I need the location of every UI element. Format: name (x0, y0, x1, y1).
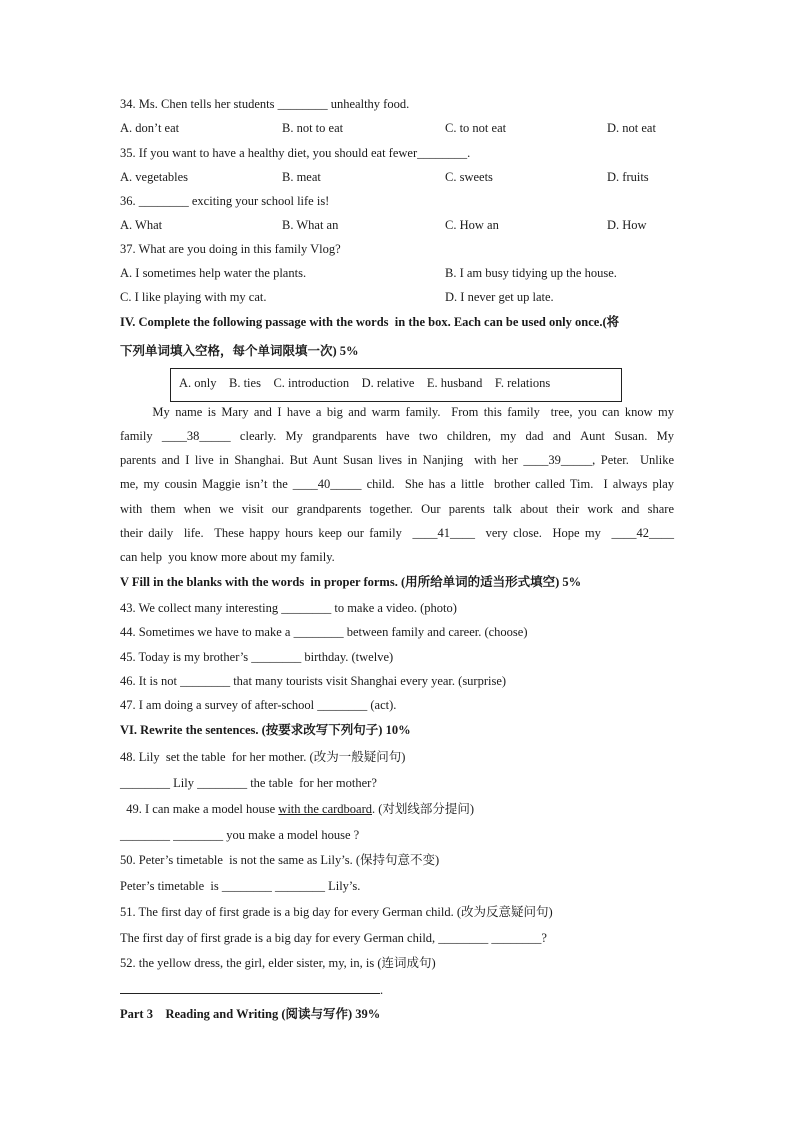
question-34: 34. Ms. Chen tells her students ________ unhealthy food. (120, 97, 410, 111)
question-47: 47. I am doing a survey of after-school ________ (act). (120, 698, 397, 712)
word-box-options: A. only B. ties C. introduction D. relative E. husband F. relations (179, 376, 551, 390)
question-51: 51. The first day of first grade is a big day for every German child. (改为反意疑问句) (120, 905, 553, 919)
question-36: 36. ________ exciting your school life is! (120, 194, 330, 208)
passage-line-6: their daily life. These happy hours keep our family ____41____ very close. Hope my ____42____ (120, 526, 674, 540)
passage-line-7: can help you know more about my family. (120, 550, 335, 564)
section-6-title: VI. Rewrite the sentences. (按要求改写下列句子) 10% (120, 723, 411, 737)
q37-option-c: C. I like playing with my cat. (120, 290, 267, 304)
q36-option-d: D. How (607, 218, 647, 232)
passage-line-1: My name is Mary and I have a big and warm family. From this family tree, you can know my (120, 405, 674, 419)
question-50: 50. Peter’s timetable is not the same as Lily’s. (保持句意不变) (120, 853, 440, 867)
q37-option-a: A. I sometimes help water the plants. (120, 266, 307, 280)
passage-line-3: parents and I live in Shanghai. But Aunt Susan lives in Nanjing with her ____39_____, Peter. Unlike (120, 453, 674, 467)
q35-option-d: D. fruits (607, 170, 649, 184)
answer-50: Peter’s timetable is ________ ________ Lily’s. (120, 879, 361, 893)
answer-52-line (120, 993, 380, 994)
section-4-title: IV. Complete the following passage with the words in the box. Each can be used only once.(将 (120, 315, 620, 329)
word-box (170, 368, 622, 402)
question-49 (120, 801, 474, 817)
question-52: 52. the yellow dress, the girl, elder sister, my, in, is (连词成句) (120, 956, 436, 970)
passage-line-4: me, my cousin Maggie isn’t the ____40_____ child. She has a little brother called Tim. I always play (120, 477, 674, 491)
q49-text: 49. I can make a model house (126, 802, 279, 816)
section-5-title: V Fill in the blanks with the words in proper forms. (用所给单词的适当形式填空) 5% (120, 575, 582, 589)
q35-option-c: C. sweets (445, 170, 493, 184)
section-4-title-cont: 下列单词填入空格，每个单词限填一次) 5% (120, 344, 359, 358)
q37-option-b: B. I am busy tidying up the house. (445, 266, 617, 280)
q34-option-b: B. not to eat (282, 121, 344, 135)
passage-line-2: family ____38_____ clearly. My grandparents have two children, my dad and Aunt Susan. My (120, 429, 674, 443)
question-45: 45. Today is my brother’s ________ birthday. (twelve) (120, 650, 394, 664)
q34-option-d: D. not eat (607, 121, 656, 135)
question-43: 43. We collect many interesting ________ to make a video. (photo) (120, 601, 457, 615)
q35-option-b: B. meat (282, 170, 321, 184)
q36-option-c: C. How an (445, 218, 499, 232)
q35-option-a: A. vegetables (120, 170, 189, 184)
q49-instruction: . (对划线部分提问) (372, 802, 475, 816)
q36-option-b: B. What an (282, 218, 339, 232)
answer-51: The first day of first grade is a big day for every German child, ________ ________? (120, 931, 547, 945)
q49-underlined: with the cardboard (278, 802, 373, 816)
question-46: 46. It is not ________ that many tourists visit Shanghai every year. (surprise) (120, 674, 507, 688)
answer-49: ________ ________ you make a model house ? (120, 828, 360, 842)
q34-option-a: A. don’t eat (120, 121, 180, 135)
q34-option-c: C. to not eat (445, 121, 507, 135)
answer-48: ________ Lily ________ the table for her mother? (120, 776, 377, 790)
passage-line-5: with them when we visit our grandparents together. Our parents talk about their work and share (120, 502, 674, 516)
part-3-title: Part 3 Reading and Writing (阅读与写作) 39% (120, 1007, 381, 1021)
question-37: 37. What are you doing in this family Vlog? (120, 242, 341, 256)
q36-option-a: A. What (120, 218, 163, 232)
q37-option-d: D. I never get up late. (445, 290, 554, 304)
question-44: 44. Sometimes we have to make a ________ between family and career. (choose) (120, 625, 528, 639)
question-35: 35. If you want to have a healthy diet, you should eat fewer________. (120, 146, 471, 160)
question-48: 48. Lily set the table for her mother. (改为一般疑问句) (120, 750, 406, 764)
answer-52-period: . (380, 983, 384, 997)
